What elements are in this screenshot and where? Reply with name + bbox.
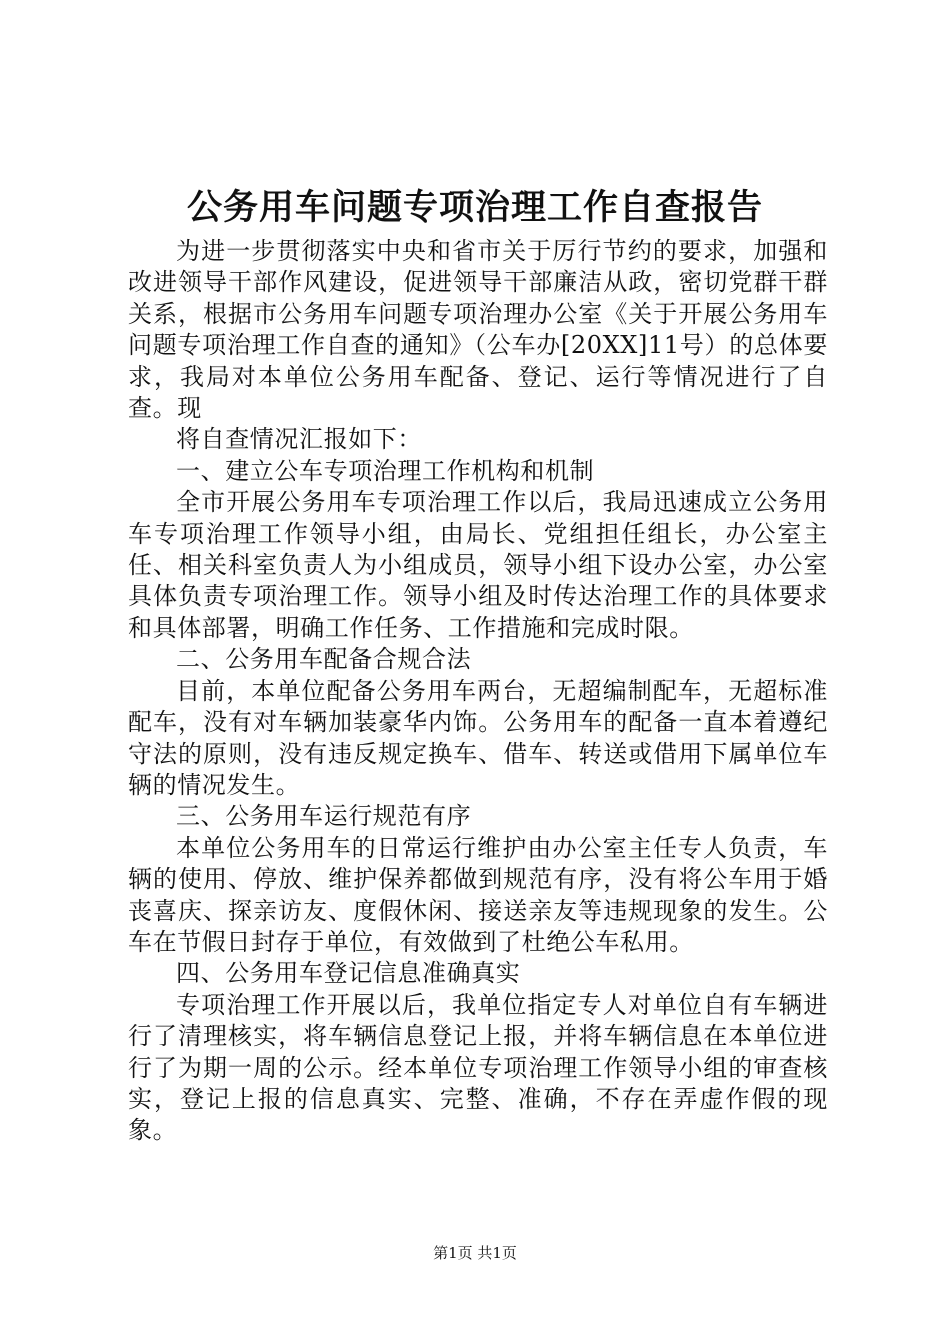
section-heading-1: 一、建立公车专项治理工作机构和机制 [176,456,595,485]
page-footer: 第1页 共1页 [433,1244,517,1262]
section-heading-2: 二、公务用车配备合规合法 [176,645,472,674]
paragraph-section-1: 全市开展公务用车专项治理工作以后，我局迅速成立公务用车专项治理工作领导小组，由局长、党组担任组长，办公室主任、相关科室负责人为小组成员，领导小组下设办公室，办公室具体负责专项治理工作。领导小组及时传达治理工作的具体要求和具体部署，明确工作任务、工作措施和完成时限。 [128,488,828,642]
section-heading-3: 三、公务用车运行规范有序 [176,802,472,831]
document-title: 公务用车问题专项治理工作自查报告 [186,187,763,228]
paragraph-intro-continued: 将自查情况汇报如下： [176,425,422,454]
paragraph-intro: 为进一步贯彻落实中央和省市关于厉行节约的要求，加强和改进领导干部作风建设，促进领导干部廉洁从政，密切党群干群关系，根据市公务用车问题专项治理办公室《关于开展公务用车问题专项治理工作自查的通知》（公车办[20XX]11号）的总体要求，我局对本单位公务用车配备、登记、运行等情况进行了自查。现 [128,237,828,423]
section-heading-4: 四、公务用车登记信息准确真实 [176,959,521,988]
document-body [128,236,828,1147]
paragraph-section-2: 目前，本单位配备公务用车两台，无超编制配车，无超标准配车，没有对车辆加装豪华内饰。公务用车的配备一直本着遵纪守法的原则，没有违反规定换车、借车、转送或借用下属单位车辆的情况发生。 [128,676,828,799]
paragraph-section-4: 专项治理工作开展以后，我单位指定专人对单位自有车辆进行了清理核实，将车辆信息登记上报，并将车辆信息在本单位进行了为期一周的公示。经本单位专项治理工作领导小组的审查核实，登记上报的信息真实、完整、准确，不存在弄虚作假的现象。 [128,990,828,1145]
paragraph-section-3: 本单位公务用车的日常运行维护由办公室主任专人负责，车辆的使用、停放、维护保养都做到规范有序，没有将公车用于婚丧喜庆、探亲访友、度假休闲、接送亲友等违规现象的发生。公车在节假日封存于单位，有效做到了杜绝公车私用。 [128,833,828,956]
